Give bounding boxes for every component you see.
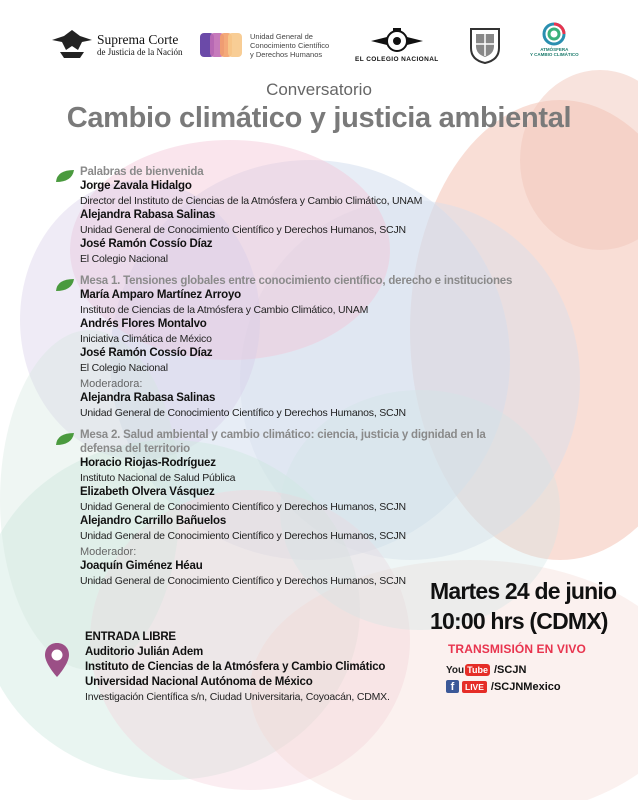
speaker-name: Alejandra Rabasa Salinas [80, 209, 216, 221]
youtube-icon [446, 664, 490, 676]
unidad-general-logo [200, 22, 329, 68]
section-title-line1: Mesa 2. Salud ambiental y cambio climático: ciencia, justicia y dignidad en la [80, 429, 486, 441]
speaker-affiliation: El Colegio Nacional [80, 362, 168, 374]
atmosfera-logo-line2: Y CAMBIO CLIMÁTICO [530, 52, 579, 57]
youtube-channel[interactable] [446, 664, 616, 676]
colegio-nacional-logo [355, 22, 439, 68]
moderator-name: Alejandra Rabasa Salinas [80, 392, 216, 404]
location-pin-icon [44, 642, 70, 678]
event-kicker: Conversatorio [266, 80, 372, 99]
speaker-affiliation: Unidad General de Conocimiento Científico y Derechos Humanos, SCJN [80, 530, 406, 542]
section-title-line2: defensa del territorio [80, 443, 190, 455]
speaker-affiliation: El Colegio Nacional [80, 253, 168, 265]
facebook-handle[interactable]: /SCJNMexico [490, 680, 561, 693]
speaker-affiliation: Iniciativa Climática de México [80, 333, 212, 345]
venue-university: Universidad Nacional Autónoma de México [85, 676, 313, 688]
unidad-general-logo-line3: y Derechos Humanos [250, 49, 323, 59]
scjn-logo [50, 22, 182, 68]
moderator-affiliation: Unidad General de Conocimiento Científico y Derechos Humanos, SCJN [80, 407, 406, 419]
moderator-label: Moderadora: [80, 378, 143, 390]
venue-auditorium: Auditorio Julián Adem [85, 646, 204, 658]
speaker-affiliation: Instituto de Ciencias de la Atmósfera y Cambio Climático, UNAM [80, 304, 369, 316]
speaker-name: Andrés Flores Montalvo [80, 318, 207, 330]
unidad-general-logo-line1: Unidad General de [250, 31, 313, 41]
atmosfera-logo-text [530, 47, 579, 57]
speaker-name: María Amparo Martínez Arroyo [80, 289, 241, 301]
colegio-nacional-crest-icon [369, 28, 425, 54]
leaf-icon [55, 432, 75, 446]
section-mesa-2 [80, 428, 520, 588]
youtube-handle[interactable]: /SCJN [494, 664, 527, 676]
program [80, 165, 520, 588]
moderator-label: Moderador: [80, 546, 137, 558]
free-entry-label: ENTRADA LIBRE [85, 631, 176, 643]
atmosfera-logo [530, 22, 579, 68]
venue-institute: Instituto de Ciencias de la Atmósfera y Cambio Climático [85, 661, 386, 673]
unam-logo [468, 22, 502, 68]
speaker-affiliation: Unidad General de Conocimiento Científico y Derechos Humanos, SCJN [80, 224, 406, 236]
speaker-affiliation: Director del Instituto de Ciencias de la Atmósfera y Cambio Climático, UNAM [80, 195, 423, 207]
event-title: Cambio climático y justicia ambiental [66, 102, 572, 134]
speaker-name: Alejandro Carrillo Bañuelos [80, 515, 227, 527]
unam-shield-icon [468, 26, 502, 64]
section-title: Mesa 1. Tensiones globales entre conocimiento científico, derecho e instituciones [80, 275, 513, 287]
section-welcome [80, 165, 520, 266]
speaker-name: Elizabeth Olvera Vásquez [80, 486, 215, 498]
event-date: Martes 24 de junio [430, 578, 617, 604]
logo-bar [0, 22, 638, 72]
moderator-affiliation: Unidad General de Conocimiento Científico y Derechos Humanos, SCJN [80, 575, 406, 587]
youtube-icon-you: You [446, 664, 465, 676]
scjn-logo-line2: de Justicia de la Nación [97, 47, 183, 57]
scjn-logo-line1: Suprema Corte [97, 32, 179, 47]
atmosfera-mark-icon [541, 22, 567, 46]
speaker-name: José Ramón Cossío Díaz [80, 347, 213, 359]
facebook-icon: f [446, 680, 459, 693]
eagle-emblem-icon [50, 28, 94, 62]
unidad-general-logo-line2: Conocimiento Científico [250, 40, 330, 50]
speaker-name: José Ramón Cossío Díaz [80, 238, 213, 250]
poster-header [0, 80, 638, 135]
youtube-icon-tube: Tube [467, 665, 488, 675]
speaker-affiliation: Instituto Nacional de Salud Pública [80, 472, 236, 484]
event-datetime [430, 576, 616, 693]
section-mesa-1 [80, 274, 520, 420]
colegio-nacional-logo-text: EL COLEGIO NACIONAL [355, 55, 439, 63]
speaker-name: Horacio Riojas-Rodríguez [80, 457, 216, 469]
live-badge: LIVE [462, 681, 487, 693]
leaf-icon [55, 169, 75, 183]
speaker-affiliation: Unidad General de Conocimiento Científico y Derechos Humanos, SCJN [80, 501, 406, 513]
venue-info [85, 630, 390, 705]
venue-address: Investigación Científica s/n, Ciudad Universitaria, Coyoacán, CDMX. [85, 691, 390, 703]
stream-label: TRANSMISIÓN EN VIVO [448, 642, 586, 656]
event-time: 10:00 hrs (CDMX) [430, 608, 608, 634]
moderator-name: Joaquín Giménez Héau [80, 560, 203, 572]
speaker-name: Jorge Zavala Hidalgo [80, 180, 192, 192]
section-title: Palabras de bienvenida [80, 166, 204, 178]
unidad-general-mark-icon [200, 31, 244, 59]
leaf-icon [55, 278, 75, 292]
facebook-live-page[interactable] [446, 680, 616, 693]
atmosfera-logo-line1: ATMÓSFERA [540, 47, 569, 52]
